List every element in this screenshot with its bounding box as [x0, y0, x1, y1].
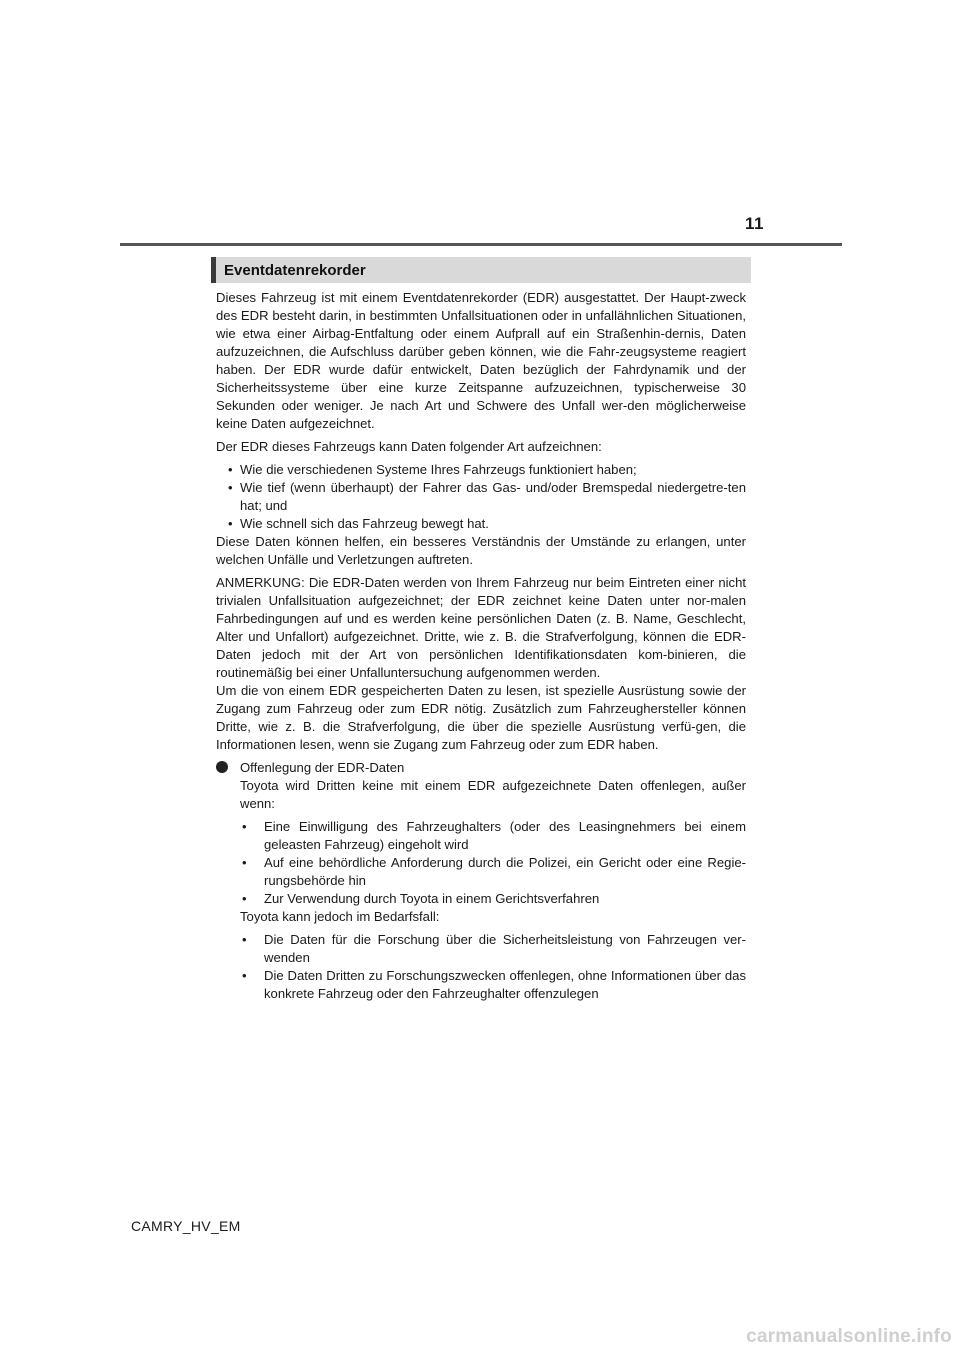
- list-item: • Auf eine behördliche Anforderung durch die Polizei, ein Gericht oder eine Regie-rungsbehörde hin: [240, 854, 746, 890]
- list-item: • Wie tief (wenn überhaupt) der Fahrer das Gas- und/oder Bremspedal niedergetre-ten hat; und: [216, 479, 746, 515]
- page-number: 11: [745, 214, 764, 233]
- list-item: • Wie die verschiedenen Systeme Ihres Fahrzeugs funktioniert haben;: [216, 461, 746, 479]
- subsection-title: Offenlegung der EDR-Daten: [240, 760, 405, 775]
- subsection-intro: Toyota wird Dritten keine mit einem EDR aufgezeichnete Daten offenlegen, außer wenn:: [240, 778, 746, 811]
- record-types-list: [216, 461, 746, 533]
- toyota-uses-list: [240, 931, 746, 1003]
- list-item: • Wie schnell sich das Fahrzeug bewegt hat.: [216, 515, 746, 533]
- section-header: [211, 257, 751, 283]
- list-item: • Die Daten Dritten zu Forschungszwecken offenlegen, ohne Informationen über das konkrete Fahrzeug oder den Fahrzeughalter offenzulegen: [240, 967, 746, 1003]
- paragraph-note: ANMERKUNG: Die EDR-Daten werden von Ihrem Fahrzeug nur beim Eintreten einer nicht trivialen Unfallsituation aufgezeichnet; der EDR zeichnet keine Daten unter nor-malen Fahrbedingungen auf und es werden keine persönlichen Daten (z. B. Name, Geschlecht, Alter und Unfallort) aufgezeichnet. Dritte, wie z. B. die Strafverfolgung, können die EDR-Daten jedoch mit der Art von persönlichen Identifikationsdaten kom-binieren, die routinemäßig bei einer Unfalluntersuchung aufgenommen werden.: [216, 575, 746, 680]
- bullet-dot-icon: [216, 761, 228, 773]
- paragraph-benefit: Diese Daten können helfen, ein besseres Verständnis der Umstände zu erlangen, unter welchen Unfälle und Verletzungen auftreten.: [216, 534, 746, 567]
- disclosure-conditions-list: [240, 818, 746, 908]
- disclosure-subsection: [216, 759, 746, 1003]
- paragraph-record-types: Der EDR dieses Fahrzeugs kann Daten folgender Art aufzeichnen:: [216, 439, 602, 454]
- list-item: • Zur Verwendung durch Toyota in einem Gerichtsverfahren: [240, 890, 746, 908]
- subsection-intro-2: Toyota kann jedoch im Bedarfsfall:: [240, 909, 440, 924]
- site-watermark: carmanualsonline.info: [746, 1326, 952, 1347]
- paragraph-reading: Um die von einem EDR gespeicherten Daten zu lesen, ist spezielle Ausrüstung sowie der Zugang zum Fahrzeug oder zum EDR nötig. Zusätzlich zum Fahrzeughersteller können Dritte, wie z. B. die Strafverfolgung, die über die spezielle Ausrüstung verfü-gen, die Informationen lesen, wenn sie Zugang zum Fahrzeug oder zum EDR haben.: [216, 683, 746, 752]
- section-title: Eventdatenrekorder: [224, 261, 366, 279]
- section-header-bar: [211, 257, 216, 283]
- footer-model-code: CAMRY_HV_EM: [131, 1218, 241, 1234]
- list-item: • Eine Einwilligung des Fahrzeughalters (oder des Leasingnehmers bei einem geleasten Fahrzeug) eingeholt wird: [240, 818, 746, 854]
- paragraph-intro: Dieses Fahrzeug ist mit einem Eventdatenrekorder (EDR) ausgestattet. Der Haupt-zweck des EDR besteht darin, in bestimmten Unfallsituationen oder in unfallähnlichen Situationen, wie etwa einer Airbag-Entfaltung oder einem Aufprall auf ein Straßenhin-dernis, Daten aufzuzeichnen, die Aufschluss darüber geben können, wie die Fahr-zeugsysteme reagiert haben. Der EDR wurde dafür entwickelt, Daten bezüglich der Fahrdynamik und der Sicherheitssysteme über eine kurze Zeitspanne aufzuzeichnen, typischerweise 30 Sekunden oder weniger. Je nach Art und Schwere des Unfall wer-den möglicherweise keine Daten aufgezeichnet.: [216, 290, 746, 431]
- section-content: [216, 289, 746, 1003]
- header-rule: [120, 243, 842, 246]
- list-item: • Die Daten für die Forschung über die Sicherheitsleistung von Fahrzeugen ver-wenden: [240, 931, 746, 967]
